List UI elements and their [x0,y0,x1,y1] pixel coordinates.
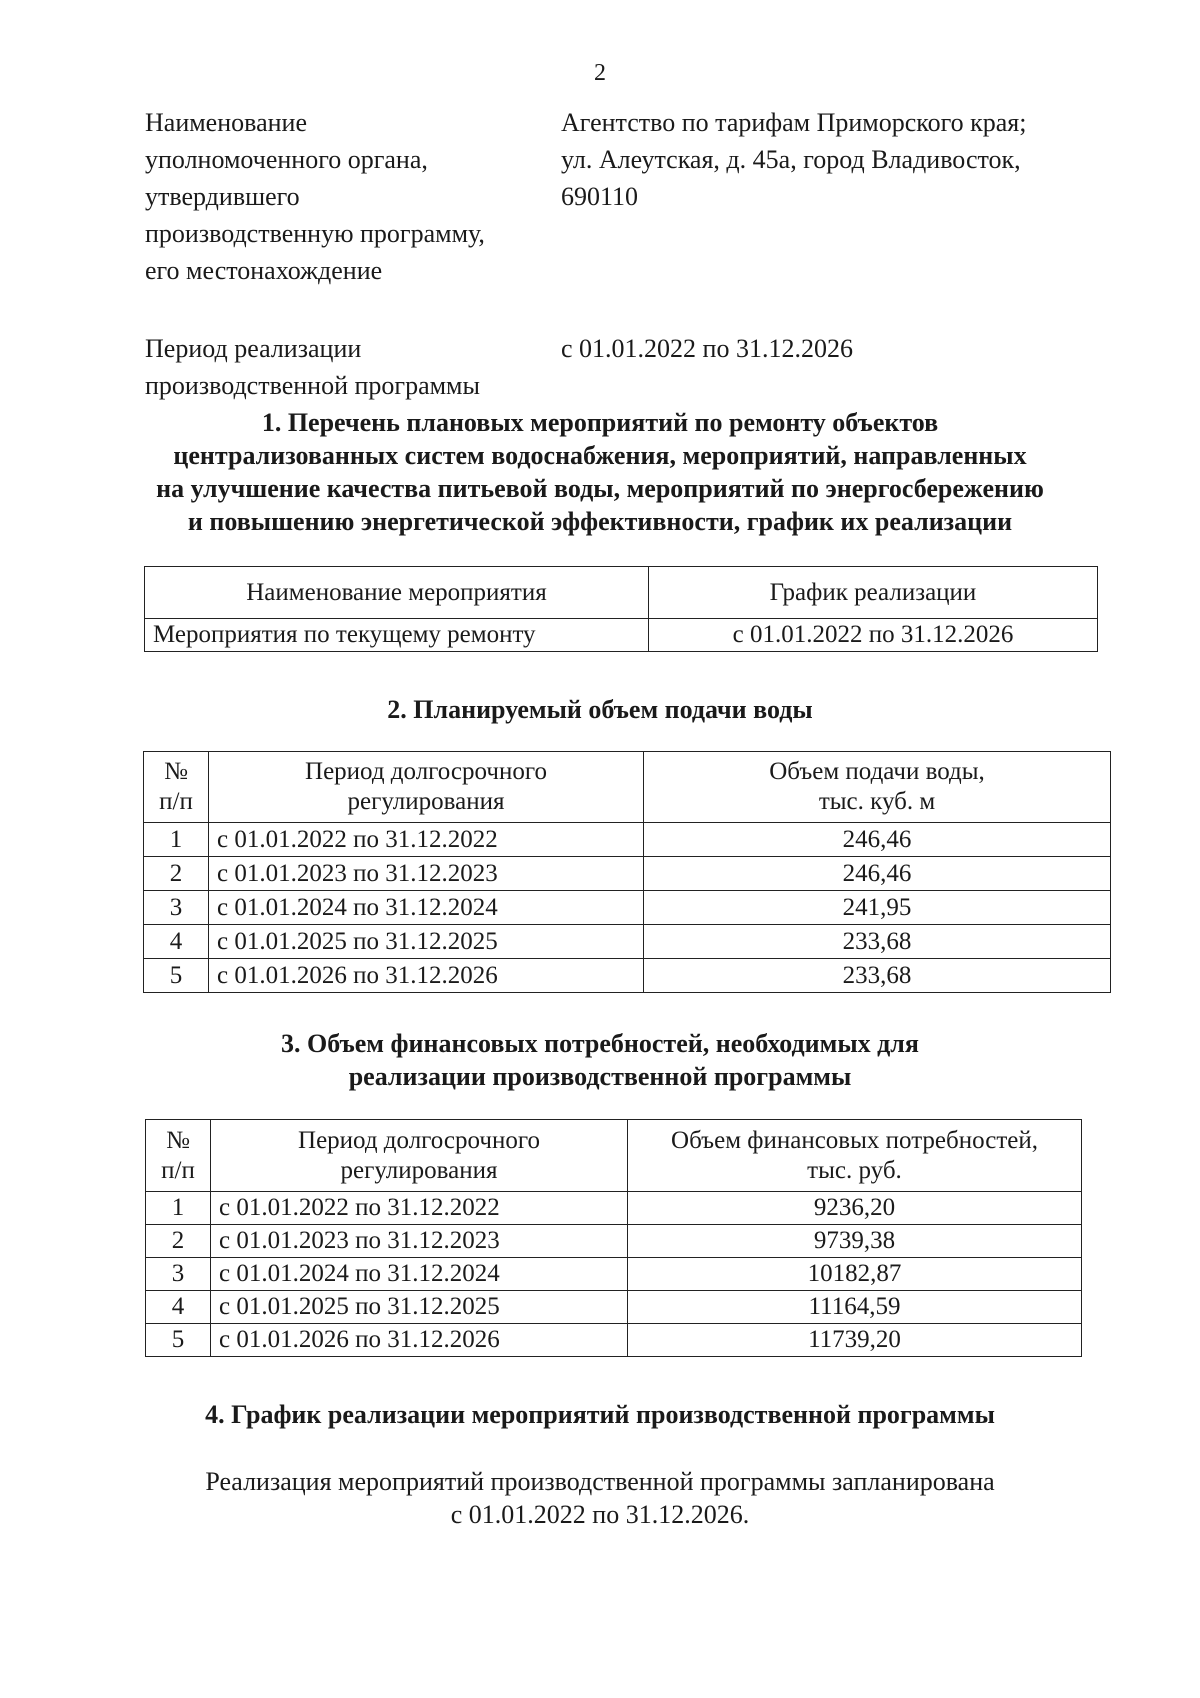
table-row [146,1225,1082,1258]
section3-title-line: 3. Объем финансовых потребностей, необходимых для [281,1029,919,1058]
col-header-num [144,752,209,823]
col-header-event: Наименование мероприятия [145,567,649,619]
cell-period: с 01.01.2023 по 31.12.2023 [209,857,644,891]
cell-num: 3 [146,1258,211,1291]
cell-period: с 01.01.2026 по 31.12.2026 [211,1324,628,1357]
table-row [144,925,1111,959]
authority-label-line: производственную программу, [145,219,485,248]
cell-water-volume: 233,68 [644,959,1111,993]
col-header-num-line: № [166,1126,190,1154]
period-value [561,330,1101,367]
cell-financial-needs: 11739,20 [628,1324,1082,1357]
col-header-water-volume-line: Объем подачи воды, [769,758,985,785]
authority-value-line: ул. Алеутская, д. 45а, город Владивосток, [561,145,1021,174]
authority-label [145,104,535,289]
table-row [144,959,1111,993]
authority-value [561,104,1101,215]
table-row [146,1291,1082,1324]
cell-financial-needs: 11164,59 [628,1291,1082,1324]
period-label-line: производственной программы [145,371,480,400]
table-header-row [146,1120,1082,1192]
cell-period: с 01.01.2023 по 31.12.2023 [211,1225,628,1258]
cell-financial-needs: 10182,87 [628,1258,1082,1291]
cell-period: с 01.01.2025 по 31.12.2025 [209,925,644,959]
section4-text-line: с 01.01.2022 по 31.12.2026. [450,1500,750,1529]
col-header-financial-needs-line: тыс. руб. [807,1156,902,1184]
cell-num: 3 [144,891,209,925]
authority-label-line: уполномоченного органа, [145,145,428,174]
col-header-financial-needs-line: Объем финансовых потребностей, [671,1126,1038,1154]
section1-table [144,566,1098,652]
cell-num: 4 [146,1291,211,1324]
period-block [145,330,1095,410]
table-row [146,1192,1082,1225]
col-header-period-line: Период долгосрочного [298,1126,540,1154]
table-row [144,891,1111,925]
table-row [144,823,1111,857]
cell-period: с 01.01.2024 по 31.12.2024 [211,1258,628,1291]
section2-title: 2. Планируемый объем подачи воды [387,695,813,724]
cell-schedule: с 01.01.2022 по 31.12.2026 [649,619,1098,652]
section2-table [143,751,1111,993]
period-label-line: Период реализации [145,334,362,363]
col-header-water-volume [644,752,1111,823]
col-header-water-volume-line: тыс. куб. м [818,788,936,815]
authority-label-line: его местонахождение [145,256,383,285]
table-row [146,1324,1082,1357]
section3-table [145,1119,1082,1357]
section4-title: 4. График реализации мероприятий производственной программы [205,1400,995,1429]
cell-event: Мероприятия по текущему ремонту [145,619,649,652]
period-value-text: с 01.01.2022 по 31.12.2026 [561,334,853,363]
table-header-row [144,752,1111,823]
col-header-period [209,752,644,823]
col-header-period [211,1120,628,1192]
col-header-period-line: регулирования [347,788,505,815]
cell-period: с 01.01.2025 по 31.12.2025 [211,1291,628,1324]
page-number: 2 [594,60,606,86]
cell-period: с 01.01.2024 по 31.12.2024 [209,891,644,925]
section4-text-line: Реализация мероприятий производственной программы запланирована [205,1467,995,1496]
cell-water-volume: 246,46 [644,823,1111,857]
cell-num: 2 [144,857,209,891]
authority-block [145,104,1095,294]
section1-title-line: на улучшение качества питьевой воды, мероприятий по энергосбережению [156,474,1044,503]
col-header-num [146,1120,211,1192]
section1-title [100,406,1100,538]
col-header-period-line: Период долгосрочного [305,758,547,785]
table-row [144,857,1111,891]
col-header-num-line: п/п [159,788,193,815]
cell-num: 5 [146,1324,211,1357]
section1-title-line: и повышению энергетической эффективности, график их реализации [187,507,1013,536]
cell-water-volume: 233,68 [644,925,1111,959]
col-header-period-line: регулирования [340,1156,498,1184]
section3-title-line: реализации производственной программы [348,1062,852,1091]
cell-period: с 01.01.2026 по 31.12.2026 [209,959,644,993]
authority-value-line: Агентство по тарифам Приморского края; [561,108,1027,137]
authority-label-line: Наименование [145,108,307,137]
cell-num: 2 [146,1225,211,1258]
table-row [146,1258,1082,1291]
col-header-financial-needs [628,1120,1082,1192]
section1-title-line: 1. Перечень плановых мероприятий по ремонту объектов [261,408,939,437]
cell-num: 5 [144,959,209,993]
cell-num: 1 [144,823,209,857]
section4-text [100,1465,1100,1531]
cell-water-volume: 246,46 [644,857,1111,891]
cell-period: с 01.01.2022 по 31.12.2022 [211,1192,628,1225]
table-row [145,619,1098,652]
cell-num: 4 [144,925,209,959]
col-header-num-line: № [164,758,188,785]
cell-period: с 01.01.2022 по 31.12.2022 [209,823,644,857]
authority-value-line: 690110 [561,182,639,211]
cell-financial-needs: 9236,20 [628,1192,1082,1225]
cell-water-volume: 241,95 [644,891,1111,925]
col-header-schedule: График реализации [649,567,1098,619]
section1-title-line: централизованных систем водоснабжения, мероприятий, направленных [173,441,1027,470]
cell-num: 1 [146,1192,211,1225]
col-header-num-line: п/п [161,1156,195,1184]
table-header-row [145,567,1098,619]
authority-label-line: утвердившего [145,182,300,211]
section3-title [100,1027,1100,1093]
period-label [145,330,535,404]
cell-financial-needs: 9739,38 [628,1225,1082,1258]
